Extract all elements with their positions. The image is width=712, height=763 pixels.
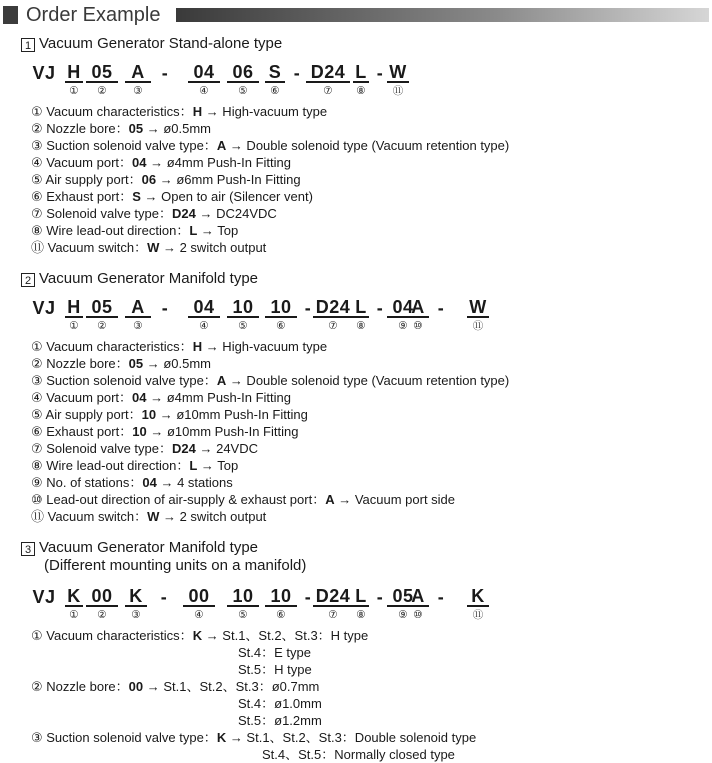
description-line: ① Vacuum characteristics：K → St.1、St.2、St.3：H type [31, 628, 369, 643]
section-1-title-text: Vacuum Generator Stand-alone type [39, 35, 283, 52]
section-3-title-text: Vacuum Generator Manifold type [39, 539, 259, 556]
code-segment-index: ⑦ [323, 85, 333, 97]
code-segment-value: - [376, 298, 384, 318]
code-segment-value: D24 [313, 298, 353, 318]
code-segment-index: ⑪ [392, 85, 404, 97]
section-3-number-box: 3 [21, 542, 35, 556]
code-segment [188, 298, 220, 333]
code-segment-index: ⑨ [398, 609, 408, 621]
code-segment [306, 63, 350, 98]
code-segment-index: ⑪ [472, 320, 484, 332]
code-segment-value: 00 [183, 587, 215, 607]
code-segment [188, 63, 220, 98]
code-separator [158, 298, 172, 318]
description-line: St.5：H type [238, 662, 312, 677]
description-line: ③ Suction solenoid valve type：A → Double solenoid type (Vacuum retention type) [31, 373, 510, 388]
description-line: ⑥ Exhaust port：10 → ø10mm Push-In Fitting [31, 424, 299, 439]
code-separator [434, 587, 448, 607]
code-segment-index: ④ [199, 85, 209, 97]
code-segment [467, 298, 489, 333]
code-segment [65, 63, 83, 98]
description-line: ⑤ Air supply port：06 → ø6mm Push-In Fitting [31, 172, 301, 187]
code-segment [125, 298, 151, 333]
section-1-number-box: 1 [21, 38, 35, 52]
code-segment-value: VJ [32, 298, 56, 318]
code-segment-value: S [265, 63, 285, 83]
description-line: St.5：ø1.2mm [238, 713, 322, 728]
code-segment [353, 63, 369, 98]
description-line: ① Vacuum characteristics：H → High-vacuum type [31, 104, 328, 119]
code-separator [434, 298, 448, 318]
description-line: ⑪ Vacuum switch：W → 2 switch output [31, 240, 267, 255]
code-segment-index: ⑤ [238, 320, 248, 332]
code-segment-value: D24 [306, 63, 350, 83]
code-separator [151, 587, 177, 607]
code-segment-index: ⑨ [398, 320, 408, 332]
code-segment-value: - [304, 587, 312, 607]
code-segment-index: ⑥ [276, 320, 286, 332]
description-line: ⑤ Air supply port：10 → ø10mm Push-In Fitting [31, 407, 308, 422]
code-segment-index: ⑦ [328, 609, 338, 621]
code-segment-index: ③ [133, 320, 143, 332]
code-segment [407, 298, 429, 333]
description-line: ⑪ Vacuum switch：W → 2 switch output [31, 509, 267, 524]
code-segment [407, 587, 429, 622]
code-segment-value: H [65, 63, 83, 83]
code-separator [303, 587, 313, 607]
code-segment [31, 587, 57, 607]
code-segment-index: ② [97, 85, 107, 97]
code-segment-index: ⑤ [238, 609, 248, 621]
description-line: ⑦ Solenoid valve type：D24 → DC24VDC [31, 206, 277, 221]
code-segment-value: VJ [32, 63, 56, 83]
code-segment-value: - [304, 298, 312, 318]
code-segment [31, 298, 57, 318]
code-segment [313, 587, 353, 622]
code-segment-index: ① [69, 85, 79, 97]
description-line: ④ Vacuum port：04 → ø4mm Push-In Fitting [31, 390, 291, 405]
code-segment-value: - [376, 587, 384, 607]
section-1-title [21, 35, 282, 53]
code-segment [313, 298, 353, 333]
code-segment-value: 05 [86, 298, 118, 318]
description-line: St.4：ø1.0mm [238, 696, 322, 711]
code-segment-index: ① [69, 609, 79, 621]
code-segment [86, 587, 118, 622]
code-segment [125, 587, 147, 622]
code-segment-value: A [125, 298, 151, 318]
description-line: ③ Suction solenoid valve type：K → St.1、St.2、St.3：Double solenoid type [31, 730, 477, 745]
section-3-title [21, 539, 258, 557]
description-line: ⑦ Solenoid valve type：D24 → 24VDC [31, 441, 259, 456]
code-segment-index: ⑧ [356, 85, 366, 97]
code-segment-index: ④ [194, 609, 204, 621]
code-segment-index: ① [69, 320, 79, 332]
code-segment-index: ④ [199, 320, 209, 332]
code-segment-value: W [467, 298, 489, 318]
code-segment-value: L [353, 63, 369, 83]
code-segment-index: ② [97, 320, 107, 332]
code-segment-value: 00 [86, 587, 118, 607]
description-line: ④ Vacuum port：04 → ø4mm Push-In Fitting [31, 155, 291, 170]
code-segment-value: A [407, 298, 429, 318]
code-segment-value: W [387, 63, 409, 83]
code-segment-value: - [437, 587, 445, 607]
code-segment-index: ③ [133, 85, 143, 97]
code-segment [265, 298, 297, 333]
code-segment-value: 05 [387, 587, 419, 607]
description-line: ② Nozzle bore：05 → ø0.5mm [31, 356, 212, 371]
code-segment-value: VJ [32, 587, 56, 607]
section-2-title-text: Vacuum Generator Manifold type [39, 270, 259, 287]
code-separator [373, 587, 387, 607]
header-gradient-bar [176, 8, 709, 22]
code-segment-value: 05 [86, 63, 118, 83]
code-segment-value: A [125, 63, 151, 83]
code-segment-value: 04 [188, 298, 220, 318]
code-segment-index: ② [97, 609, 107, 621]
description-line: ③ Suction solenoid valve type：A → Double solenoid type (Vacuum retention type) [31, 138, 510, 153]
code-segment-value: - [293, 63, 301, 83]
code-segment [387, 63, 409, 98]
code-segment-index: ⑥ [276, 609, 286, 621]
code-segment-value: 10 [265, 298, 297, 318]
code-segment-index: ⑧ [356, 609, 366, 621]
code-segment-value: - [161, 298, 169, 318]
code-segment [86, 63, 118, 98]
description-line: St.4：E type [238, 645, 311, 660]
description-line: ① Vacuum characteristics：H → High-vacuum type [31, 339, 328, 354]
code-segment-value: - [160, 587, 168, 607]
code-segment-value: 10 [227, 587, 259, 607]
description-line: ⑥ Exhaust port：S → Open to air (Silencer vent) [31, 189, 313, 204]
code-segment-value: H [65, 298, 83, 318]
code-separator [373, 63, 387, 83]
code-segment-value: K [65, 587, 83, 607]
code-segment-index: ⑦ [328, 320, 338, 332]
section-2-number-box: 2 [21, 273, 35, 287]
description-line: ⑧ Wire lead-out direction：L → Top [31, 223, 239, 238]
code-segment-index: ⑩ [413, 320, 423, 332]
section-3-subtitle: (Different mounting units on a manifold) [44, 557, 307, 574]
code-segment [86, 298, 118, 333]
code-segment-value: 06 [227, 63, 259, 83]
code-segment-index: ⑩ [413, 609, 423, 621]
code-segment-index: ⑥ [270, 85, 280, 97]
code-segment [227, 587, 259, 622]
code-segment [65, 298, 83, 333]
code-separator [290, 63, 304, 83]
description-line: ⑨ No. of stations：04 → 4 stations [31, 475, 233, 490]
code-segment-value: L [353, 298, 369, 318]
code-segment-value: - [437, 298, 445, 318]
code-segment [265, 63, 285, 98]
code-segment [265, 587, 297, 622]
code-segment [227, 298, 259, 333]
code-segment-value: 10 [227, 298, 259, 318]
code-segment [183, 587, 215, 622]
code-segment [467, 587, 489, 622]
code-segment-index: ⑪ [472, 609, 484, 621]
description-line: ② Nozzle bore：05 → ø0.5mm [31, 121, 212, 136]
code-separator [158, 63, 172, 83]
code-segment [227, 63, 259, 98]
section-2-title [21, 270, 258, 288]
code-separator [373, 298, 387, 318]
code-segment-value: - [376, 63, 384, 83]
code-segment-value: A [407, 587, 429, 607]
code-segment-index: ⑤ [238, 85, 248, 97]
description-line: ⑧ Wire lead-out direction：L → Top [31, 458, 239, 473]
code-segment-value: 04 [387, 298, 419, 318]
code-segment-index: ⑧ [356, 320, 366, 332]
code-segment-value: 04 [188, 63, 220, 83]
code-segment [125, 63, 151, 98]
code-segment [353, 587, 369, 622]
description-line: St.4、St.5：Normally closed type [262, 747, 455, 762]
header-marker [3, 6, 18, 24]
page-title: Order Example [26, 4, 161, 26]
description-line: ② Nozzle bore：00 → St.1、St.2、St.3：ø0.7mm [31, 679, 320, 694]
code-segment-value: - [161, 63, 169, 83]
code-segment-value: K [125, 587, 147, 607]
code-segment-value: 10 [265, 587, 297, 607]
code-segment-value: K [467, 587, 489, 607]
code-segment [31, 63, 57, 83]
section-header [3, 4, 709, 26]
code-segment [65, 587, 83, 622]
code-segment [353, 298, 369, 333]
code-segment-value: D24 [313, 587, 353, 607]
code-segment-value: L [353, 587, 369, 607]
code-separator [303, 298, 313, 318]
description-line: ⑩ Lead-out direction of air-supply & exhaust port：A → Vacuum port side [31, 492, 456, 507]
code-segment-index: ③ [131, 609, 141, 621]
